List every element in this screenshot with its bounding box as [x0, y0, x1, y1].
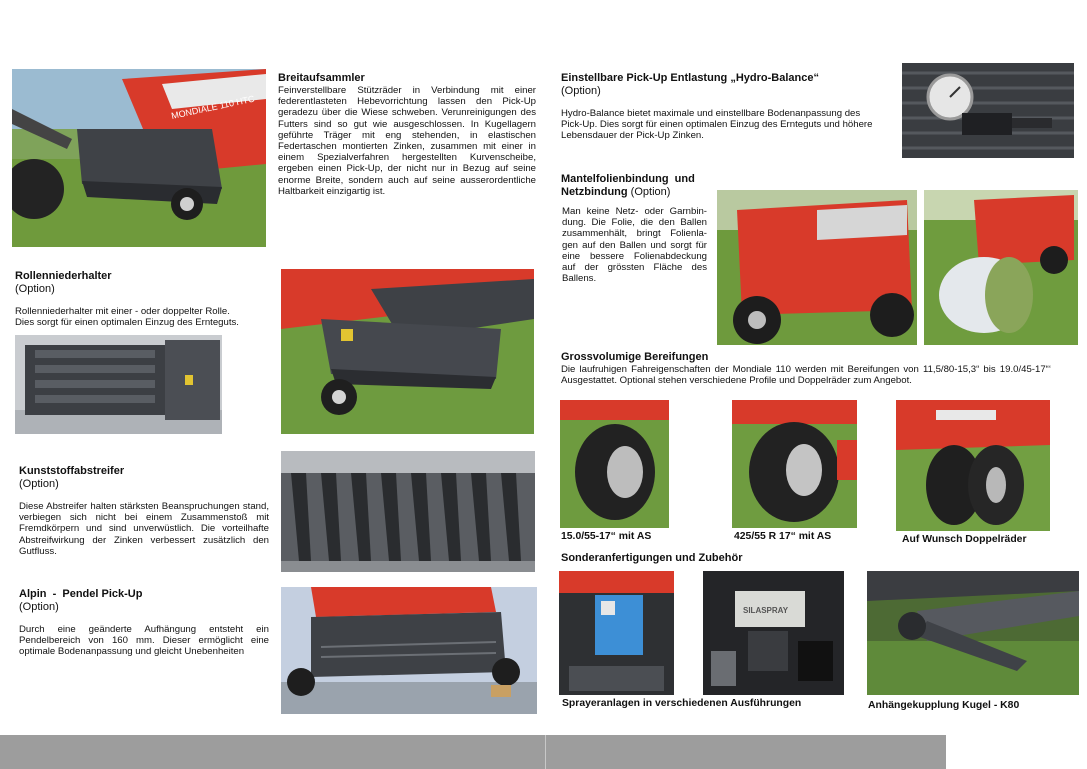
rollenniederhalter-title: Rollenniederhalter — [15, 270, 112, 282]
alpin-option: (Option) — [19, 601, 59, 613]
kunststoff-option: (Option) — [19, 478, 59, 490]
rollenniederhalter-option: (Option) — [15, 283, 55, 295]
hydro-text: Hydro-Balance bietet maximale und einstellbare Bodenanpassung des Pick-Up. Dies sorgt für einen optimalen Einzug des Ernteguts und höhere Lebensdauer der Pick-Up Zinken. — [561, 108, 873, 142]
caption-tire-1: 15.0/55-17“ mit AS — [561, 531, 652, 542]
photo-wrapped-bale — [924, 190, 1078, 345]
mantel-option: (Option) — [630, 186, 671, 198]
alpin-text: Durch eine geänderte Aufhängung entsteht ein Pendelbereich von 160 mm. Dieser ermöglicht eine optimale Bodenanpassung und gleicht Unebenheiten — [19, 624, 269, 658]
photo-baler-film — [717, 190, 917, 345]
photo-sprayer-tank — [559, 571, 674, 695]
photo-tire-425-55-r17 — [732, 400, 857, 528]
mantel-title-line1: Mantelfolienbindung und — [561, 173, 695, 185]
kunststoff-text: Diese Abstreifer halten stärksten Beanspruchungen stand, verbiegen sich nicht bei einem Zusammenstoß mit Fremdkörpern und sind unverwüstlich. Die vorteilhafte Abstreifwirkung der Zinken verbessert zusätzlich den Gutfluss. — [19, 501, 269, 557]
sonder-title: Sonderanfertigungen und Zubehör — [561, 552, 743, 564]
hydro-title: Einstellbare Pick-Up Entlastung „Hydro-Balance“ — [561, 72, 819, 84]
kunststoff-title: Kunststoffabstreifer — [19, 465, 125, 477]
photo-alpin-pickup — [281, 587, 537, 714]
photo-mondiale-pickup — [12, 69, 266, 247]
hydro-option: (Option) — [561, 85, 601, 97]
photo-plastic-strippers — [281, 451, 535, 572]
silaspray-brand-label: SILASPRAY — [743, 606, 789, 615]
photo-silaspray-unit — [703, 571, 844, 695]
photo-roller-hold-down — [15, 335, 222, 434]
bereifung-title: Grossvolumige Bereifungen — [561, 351, 709, 363]
alpin-title: Alpin - Pendel Pick-Up — [19, 588, 143, 600]
footer-bar — [0, 735, 946, 769]
photo-tire-15-0-55-17 — [560, 400, 669, 528]
machine-model-label: MONDIALE 110 HTC — [170, 93, 256, 121]
caption-tire-3: Auf Wunsch Doppelräder — [902, 534, 1027, 545]
caption-sprayer: Sprayeranlagen in verschiedenen Ausführungen — [562, 698, 802, 709]
breitaufsammler-text: Feinverstellbare Stützräder in Verbindung mit einer federentlasteten Hebevorrichtung lassen den Pick-Up geradezu über die Wiese schweben. Verunreinigungen des Futters sind so gut wie ausgeschlossen. In Kugellagern geführte Träger mit eng stehenden, in elastischen Federtaschen montierten Zinken, zusammen mit einer in einem Spezialverfahren hergestellten Kurvenscheibe, ergeben einen Pick-Up, der nicht nur in Bezug auf seine enorme Breite, sondern auch auf seine ausserordentliche Haltbarkeit einzigartig ist. — [278, 85, 536, 197]
mantel-title-line2: Netzbindung — [561, 186, 628, 198]
photo-hydro-gauge — [902, 63, 1074, 158]
breitaufsammler-title: Breitaufsammler — [278, 72, 365, 84]
photo-hitch-k80 — [867, 571, 1079, 695]
photo-double-wheels — [896, 400, 1050, 531]
bereifung-text: Die laufruhigen Fahreigenschaften der Mondiale 110 werden mit Bereifungen von 11,5/80-15,3“ bis 19.0/45-17“‘ Ausgestattet. Optional stehen verschiedene Profile und Doppelräder zum Angebot. — [561, 364, 1051, 387]
rollenniederhalter-text: Rollenniederhalter mit einer - oder doppelter Rolle. Dies sorgt für einen optimalen Einzug des Ernteguts. — [15, 306, 239, 329]
footer-divider — [545, 735, 546, 769]
caption-kupplung: Anhängekupplung Kugel - K80 — [868, 700, 1020, 711]
mantel-text: Man keine Netz- oder Garnbin-dung. Die Folie, die den Ballen zusammenhält, bringt Folienla-gen auf den Ballen und sorgt für eine bessere Folienabdeckung auf der grössten Fläche des Ballens. — [562, 206, 707, 285]
photo-pickup-wheel — [281, 269, 534, 434]
caption-tire-2: 425/55 R 17“ mit AS — [734, 531, 832, 542]
